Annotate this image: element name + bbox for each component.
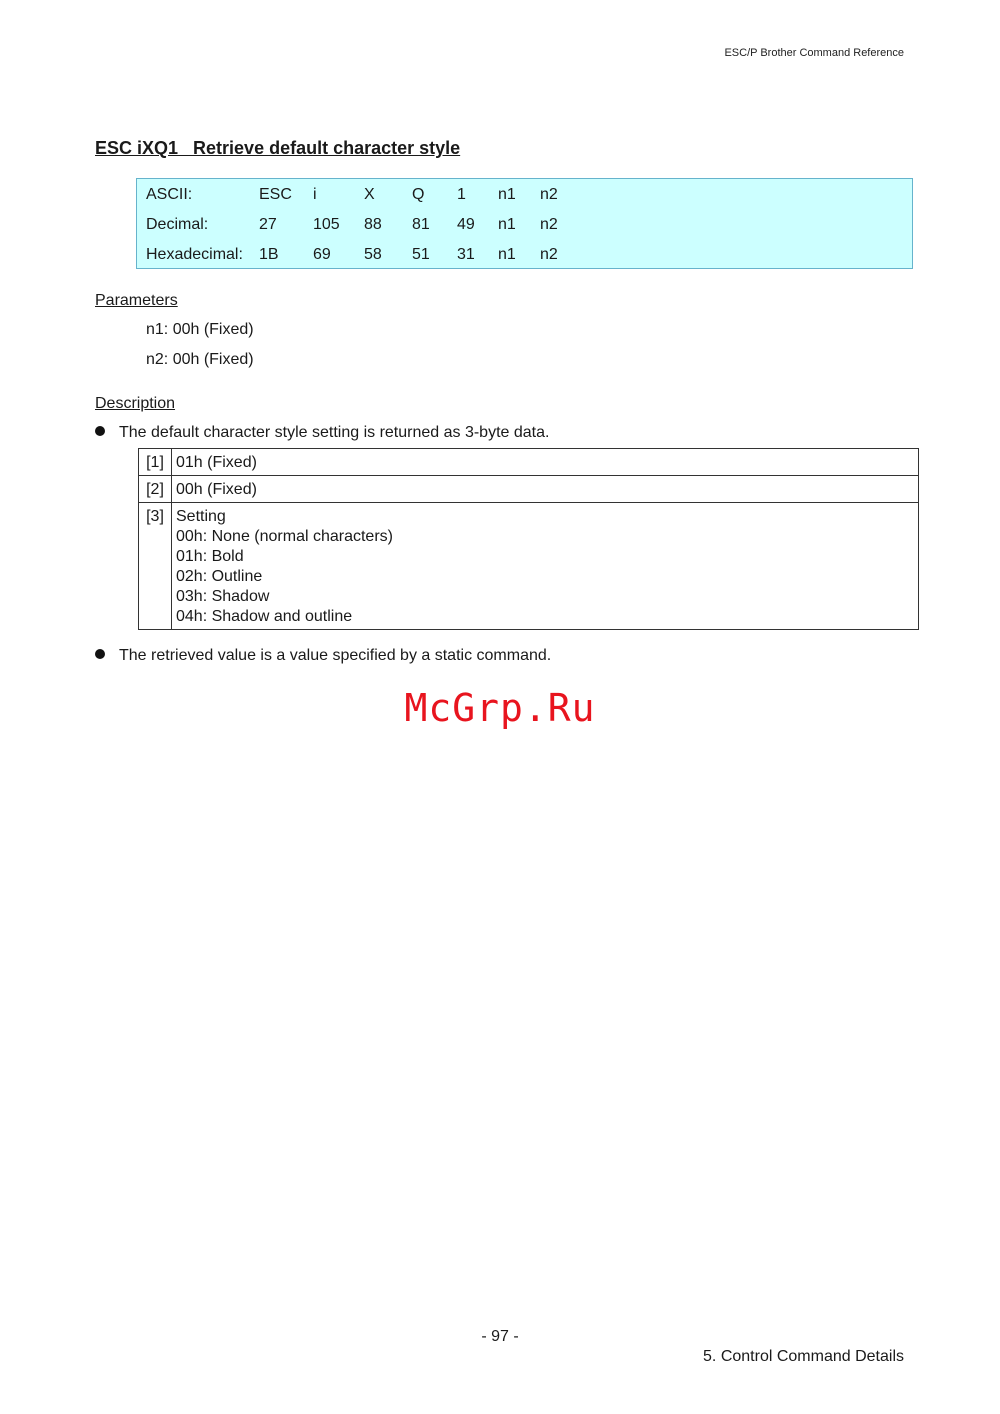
code-cell: 88 [364, 216, 382, 233]
code-cell: 81 [412, 216, 430, 233]
bullet-text: The default character style setting is returned as 3-byte data. [119, 424, 550, 441]
row-label: ASCII: [146, 186, 193, 203]
code-cell: Q [412, 186, 425, 203]
byte-index: [3] [139, 503, 172, 630]
setting-option: 03h: Shadow [176, 588, 270, 605]
table-row [139, 449, 919, 476]
code-cell: 69 [313, 246, 331, 263]
parameter-item: n1: 00h (Fixed) [146, 321, 254, 338]
description-heading: Description [95, 395, 176, 412]
parameters-heading: Parameters [95, 292, 178, 309]
command-title: ESC iXQ1 Retrieve default character style [95, 138, 461, 158]
bullet-icon [95, 649, 105, 659]
byte-value: 00h (Fixed) [172, 476, 919, 503]
footer-section-title: 5. Control Command Details [703, 1348, 904, 1365]
code-cell: 105 [313, 216, 340, 233]
hexadecimal-row [137, 246, 912, 276]
description-bullet [95, 647, 551, 665]
row-label: Hexadecimal: [146, 246, 243, 263]
watermark: McGrp.Ru [404, 686, 596, 730]
code-cell: ESC [259, 186, 292, 203]
document-header-reference: ESC/P Brother Command Reference [724, 47, 904, 59]
table-row [139, 476, 919, 503]
code-cell: n2 [540, 216, 558, 233]
code-cell: 49 [457, 216, 475, 233]
setting-option: 01h: Bold [176, 548, 244, 565]
code-cell: n1 [498, 246, 516, 263]
table-row [139, 503, 919, 630]
code-cell: n1 [498, 186, 516, 203]
setting-option: 00h: None (normal characters) [176, 528, 393, 545]
code-cell: 1 [457, 186, 466, 203]
code-cell: X [364, 186, 375, 203]
byte-value: 01h (Fixed) [172, 449, 919, 476]
ascii-row [137, 186, 912, 216]
code-cell: 51 [412, 246, 430, 263]
code-cell: n2 [540, 186, 558, 203]
row-label: Decimal: [146, 216, 209, 233]
code-cell: 1B [259, 246, 279, 263]
code-cell: n2 [540, 246, 558, 263]
code-cell: 27 [259, 216, 277, 233]
response-data-table [138, 448, 919, 630]
command-code-table [136, 178, 913, 269]
decimal-row [137, 216, 912, 246]
setting-option: 04h: Shadow and outline [176, 608, 353, 625]
code-cell: i [313, 186, 317, 203]
parameter-item: n2: 00h (Fixed) [146, 351, 254, 368]
byte-index: [1] [139, 449, 172, 476]
page-number: - 97 - [481, 1328, 519, 1345]
setting-option: 02h: Outline [176, 568, 263, 585]
bullet-text: The retrieved value is a value specified by a static command. [119, 647, 552, 664]
bullet-icon [95, 426, 105, 436]
code-cell: n1 [498, 216, 516, 233]
code-cell: 58 [364, 246, 382, 263]
description-bullet [95, 424, 549, 442]
code-cell: 31 [457, 246, 475, 263]
byte-value [172, 503, 919, 630]
setting-label: Setting [176, 508, 226, 525]
byte-index: [2] [139, 476, 172, 503]
